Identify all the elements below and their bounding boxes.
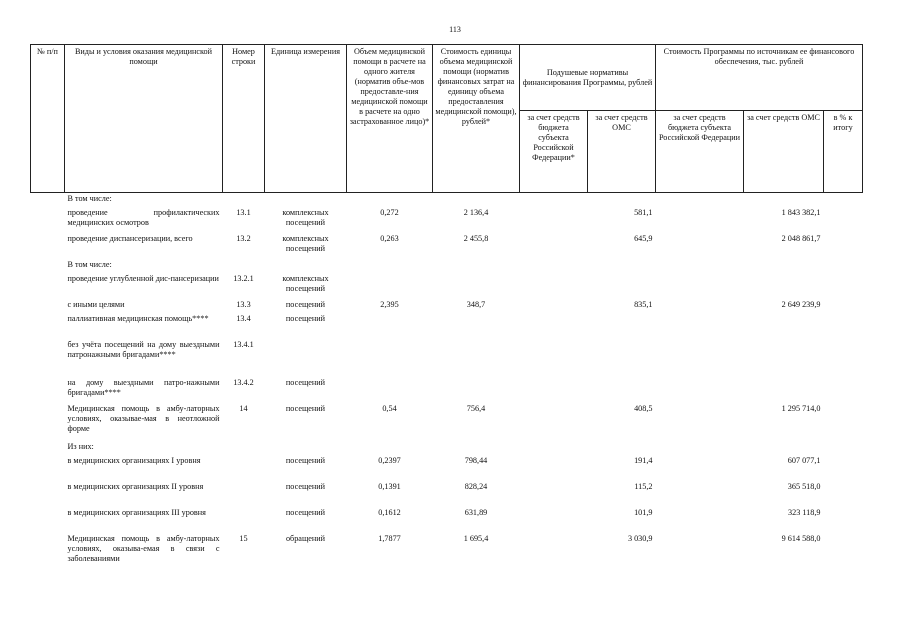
table-row [31,377,863,403]
header-unit: Единица измерения [265,45,347,193]
cell-per-capita-oms [588,377,656,403]
group-header-row [31,259,863,273]
cell-name: проведение профилактических медицинских осмотров [67,208,220,227]
cell-program-budget [656,481,744,507]
cell-name: паллиативная медицинская помощь**** [67,314,209,323]
cell-volume [347,313,433,339]
cell-per-capita-budget [520,403,588,441]
cell-program-percent [824,273,863,299]
cell-row-number [223,507,265,533]
cell-num [31,193,65,208]
cell-program-budget [656,507,744,533]
cell-per-capita-budget [520,455,588,481]
cell-program-percent [824,481,863,507]
cell-program-percent [824,377,863,403]
cell-program-budget [656,377,744,403]
cell-program-oms [744,339,824,377]
cell-name: Медицинская помощь в амбу-латорных условиях, оказывае-мая в неотложной форме [67,404,220,433]
cell-unit: посещений [285,482,326,491]
cell-num [31,313,65,339]
cell-name: проведение диспансеризации, всего [67,234,193,243]
cell-name: на дому выездными патро-нажными бригадами**** [67,378,220,397]
cell-per-capita-oms: 101,9 [634,508,653,517]
cell-volume: 0,54 [382,404,397,413]
cell-row-number: 13.2.1 [233,274,254,283]
table-row [31,207,863,233]
cell-program-oms [744,313,824,339]
table-row [31,481,863,507]
header-unit-cost: Стоимость единицы объема медицинской помощи (норматив финансовых затрат на единицу объема предоставления медицинской помощи), рублей* [433,45,520,193]
cell-per-capita-oms: 581,1 [634,208,653,217]
cell-program-budget [656,299,744,313]
cell-per-capita-budget [520,207,588,233]
cell-unit: обращений [285,534,326,543]
cell-program-budget [656,207,744,233]
cell-per-capita-oms: 3 030,9 [627,534,653,543]
cell-name: в медицинских организациях I уровня [67,456,201,465]
cell-unit: посещений [285,508,326,517]
header-per-capita-budget: за счет средств бюджета субъекта Российской Федерации* [520,111,588,193]
table-row [31,299,863,313]
cell-unit-cost: 828,24 [464,482,488,491]
cell-unit-cost [433,313,520,339]
cell-program-oms: 2 048 861,7 [781,234,821,243]
cell-program-budget [656,403,744,441]
cell-row-number: 13.3 [236,300,251,309]
cell-volume: 0,1612 [378,508,401,517]
cell-num [31,481,65,507]
cell-per-capita-budget [520,339,588,377]
cell-volume [347,339,433,377]
cell-program-percent [824,313,863,339]
cell-per-capita-oms: 191,4 [634,456,653,465]
cell-per-capita-budget [520,533,588,567]
header-per-capita-oms: за счет средств ОМС [588,111,656,193]
header-row-number: Номер строки [223,45,265,193]
cell-program-budget [656,339,744,377]
table-row [31,455,863,481]
cell-volume [347,377,433,403]
page-number: 113 [449,25,461,34]
header-name: Виды и условия оказания медицинской помощи [65,45,223,193]
cell-volume: 1,7877 [378,534,401,543]
cell-program-oms [744,377,824,403]
cell-per-capita-budget [520,507,588,533]
cell-unit [265,339,347,377]
cell-volume: 0,2397 [378,456,401,465]
cell-per-capita-oms: 408,5 [634,404,653,413]
cell-program-percent [824,455,863,481]
cell-volume [347,273,433,299]
cell-unit: посещений [285,314,326,323]
cell-unit-cost: 2 136,4 [463,208,489,217]
header-volume: Объем медицинской помощи в расчете на одного жителя (норматив объе-мов предоставле-ния медицинской помощи в расчете на одно застрахованное лицо)* [347,45,433,193]
cell-unit-cost: 1 695,4 [463,534,489,543]
cell-num [31,441,65,455]
cell-per-capita-budget [520,377,588,403]
cell-row-number: 13.1 [236,208,251,217]
cell-program-oms: 2 649 239,9 [781,300,821,309]
cell-program-percent [824,507,863,533]
cell-num [31,339,65,377]
cell-row-number: 15 [239,534,248,543]
cell-num [31,233,65,259]
cell-name: в медицинских организациях III уровня [67,508,206,517]
cell-program-percent [824,233,863,259]
cell-program-oms [744,273,824,299]
cell-row-number [223,481,265,507]
cell-num [31,207,65,233]
cell-unit-cost [433,377,520,403]
cell-unit: посещений [285,378,326,387]
cell-program-oms: 1 295 714,0 [781,404,821,413]
cell-program-percent [824,339,863,377]
cell-unit-cost: 631,89 [464,508,488,517]
cell-unit: комплексных посещений [282,208,329,227]
cell-per-capita-budget [520,273,588,299]
cell-program-oms: 9 614 588,0 [781,534,821,543]
cell-volume: 0,272 [380,208,399,217]
cell-per-capita-oms [588,273,656,299]
group-header-row [31,441,863,455]
cell-per-capita-budget [520,481,588,507]
cell-program-oms: 323 118,9 [788,508,821,517]
cell-row-number: 13.4 [236,314,251,323]
table-row [31,233,863,259]
table-row [31,273,863,299]
cell-unit-cost: 2 455,8 [463,234,489,243]
cell-unit: посещений [285,404,326,413]
table-row [31,507,863,533]
header-program-cost: Стоимость Программы по источникам ее финансового обеспечения, тыс. рублей [656,45,863,111]
cell-group-label: В том числе: [67,260,112,269]
cell-volume: 0,263 [380,234,399,243]
cell-name: с иными целями [67,300,125,309]
group-header-row [31,193,863,208]
cell-unit-cost: 756,4 [466,404,486,413]
cell-program-oms: 607 077,1 [787,456,821,465]
cell-unit: комплексных посещений [282,274,329,293]
cell-row-number [223,455,265,481]
cell-program-percent [824,403,863,441]
cell-program-budget [656,455,744,481]
cell-per-capita-oms: 835,1 [634,300,653,309]
table-row [31,533,863,567]
program-cost-table [30,44,863,567]
cell-unit-cost: 798,44 [464,456,488,465]
cell-name: Медицинская помощь в амбу-латорных условиях, оказыва-емая в связи с заболеваниями [67,534,220,563]
cell-per-capita-budget [520,233,588,259]
cell-program-budget [656,273,744,299]
cell-volume: 0,1391 [378,482,401,491]
table-row [31,313,863,339]
table-body [31,193,863,568]
cell-group-label: В том числе: [67,194,112,203]
cell-name: без учёта посещений на дому выездными патронажными бригадами**** [67,340,220,359]
cell-per-capita-oms: 115,2 [634,482,653,491]
cell-num [31,507,65,533]
cell-unit: комплексных посещений [282,234,329,253]
cell-num [31,403,65,441]
cell-unit-cost: 348,7 [466,300,486,309]
cell-num [31,455,65,481]
cell-row-number: 14 [239,404,248,413]
cell-per-capita-budget [520,313,588,339]
cell-unit: посещений [285,456,326,465]
cell-num [31,299,65,313]
header-per-capita: Подушевые нормативы финансирования Программы, рублей [520,45,656,111]
table-row [31,339,863,377]
cell-per-capita-oms: 645,9 [634,234,653,243]
cell-program-oms: 1 843 382,1 [781,208,821,217]
table-row [31,403,863,441]
header-program-budget: за счет средств бюджета субъекта Российской Федерации [656,111,744,193]
cell-per-capita-oms [588,313,656,339]
cell-program-budget [656,313,744,339]
cell-row-number: 13.2 [236,234,251,243]
cell-per-capita-oms [588,339,656,377]
cell-program-budget [656,233,744,259]
cell-unit: посещений [285,300,326,309]
cell-program-percent [824,533,863,567]
header-program-percent: в % к итогу [824,111,863,193]
cell-name: в медицинских организациях II уровня [67,482,204,491]
cell-row-number: 13.4.1 [233,340,254,349]
cell-program-percent [824,299,863,313]
cell-program-oms: 365 518,0 [787,482,821,491]
cell-unit-cost [433,339,520,377]
cell-num [31,259,65,273]
header-program-oms: за счет средств ОМС [744,111,824,193]
cell-program-percent [824,207,863,233]
header-num: № п/п [31,45,65,193]
cell-per-capita-budget [520,299,588,313]
cell-num [31,273,65,299]
cell-row-number: 13.4.2 [233,378,254,387]
cell-group-label: Из них: [67,442,94,451]
cell-name: проведение углубленной дис-пансеризации [67,274,219,283]
cell-unit-cost [433,273,520,299]
cell-program-budget [656,533,744,567]
cell-num [31,533,65,567]
cell-num [31,377,65,403]
cell-volume: 2,395 [380,300,399,309]
